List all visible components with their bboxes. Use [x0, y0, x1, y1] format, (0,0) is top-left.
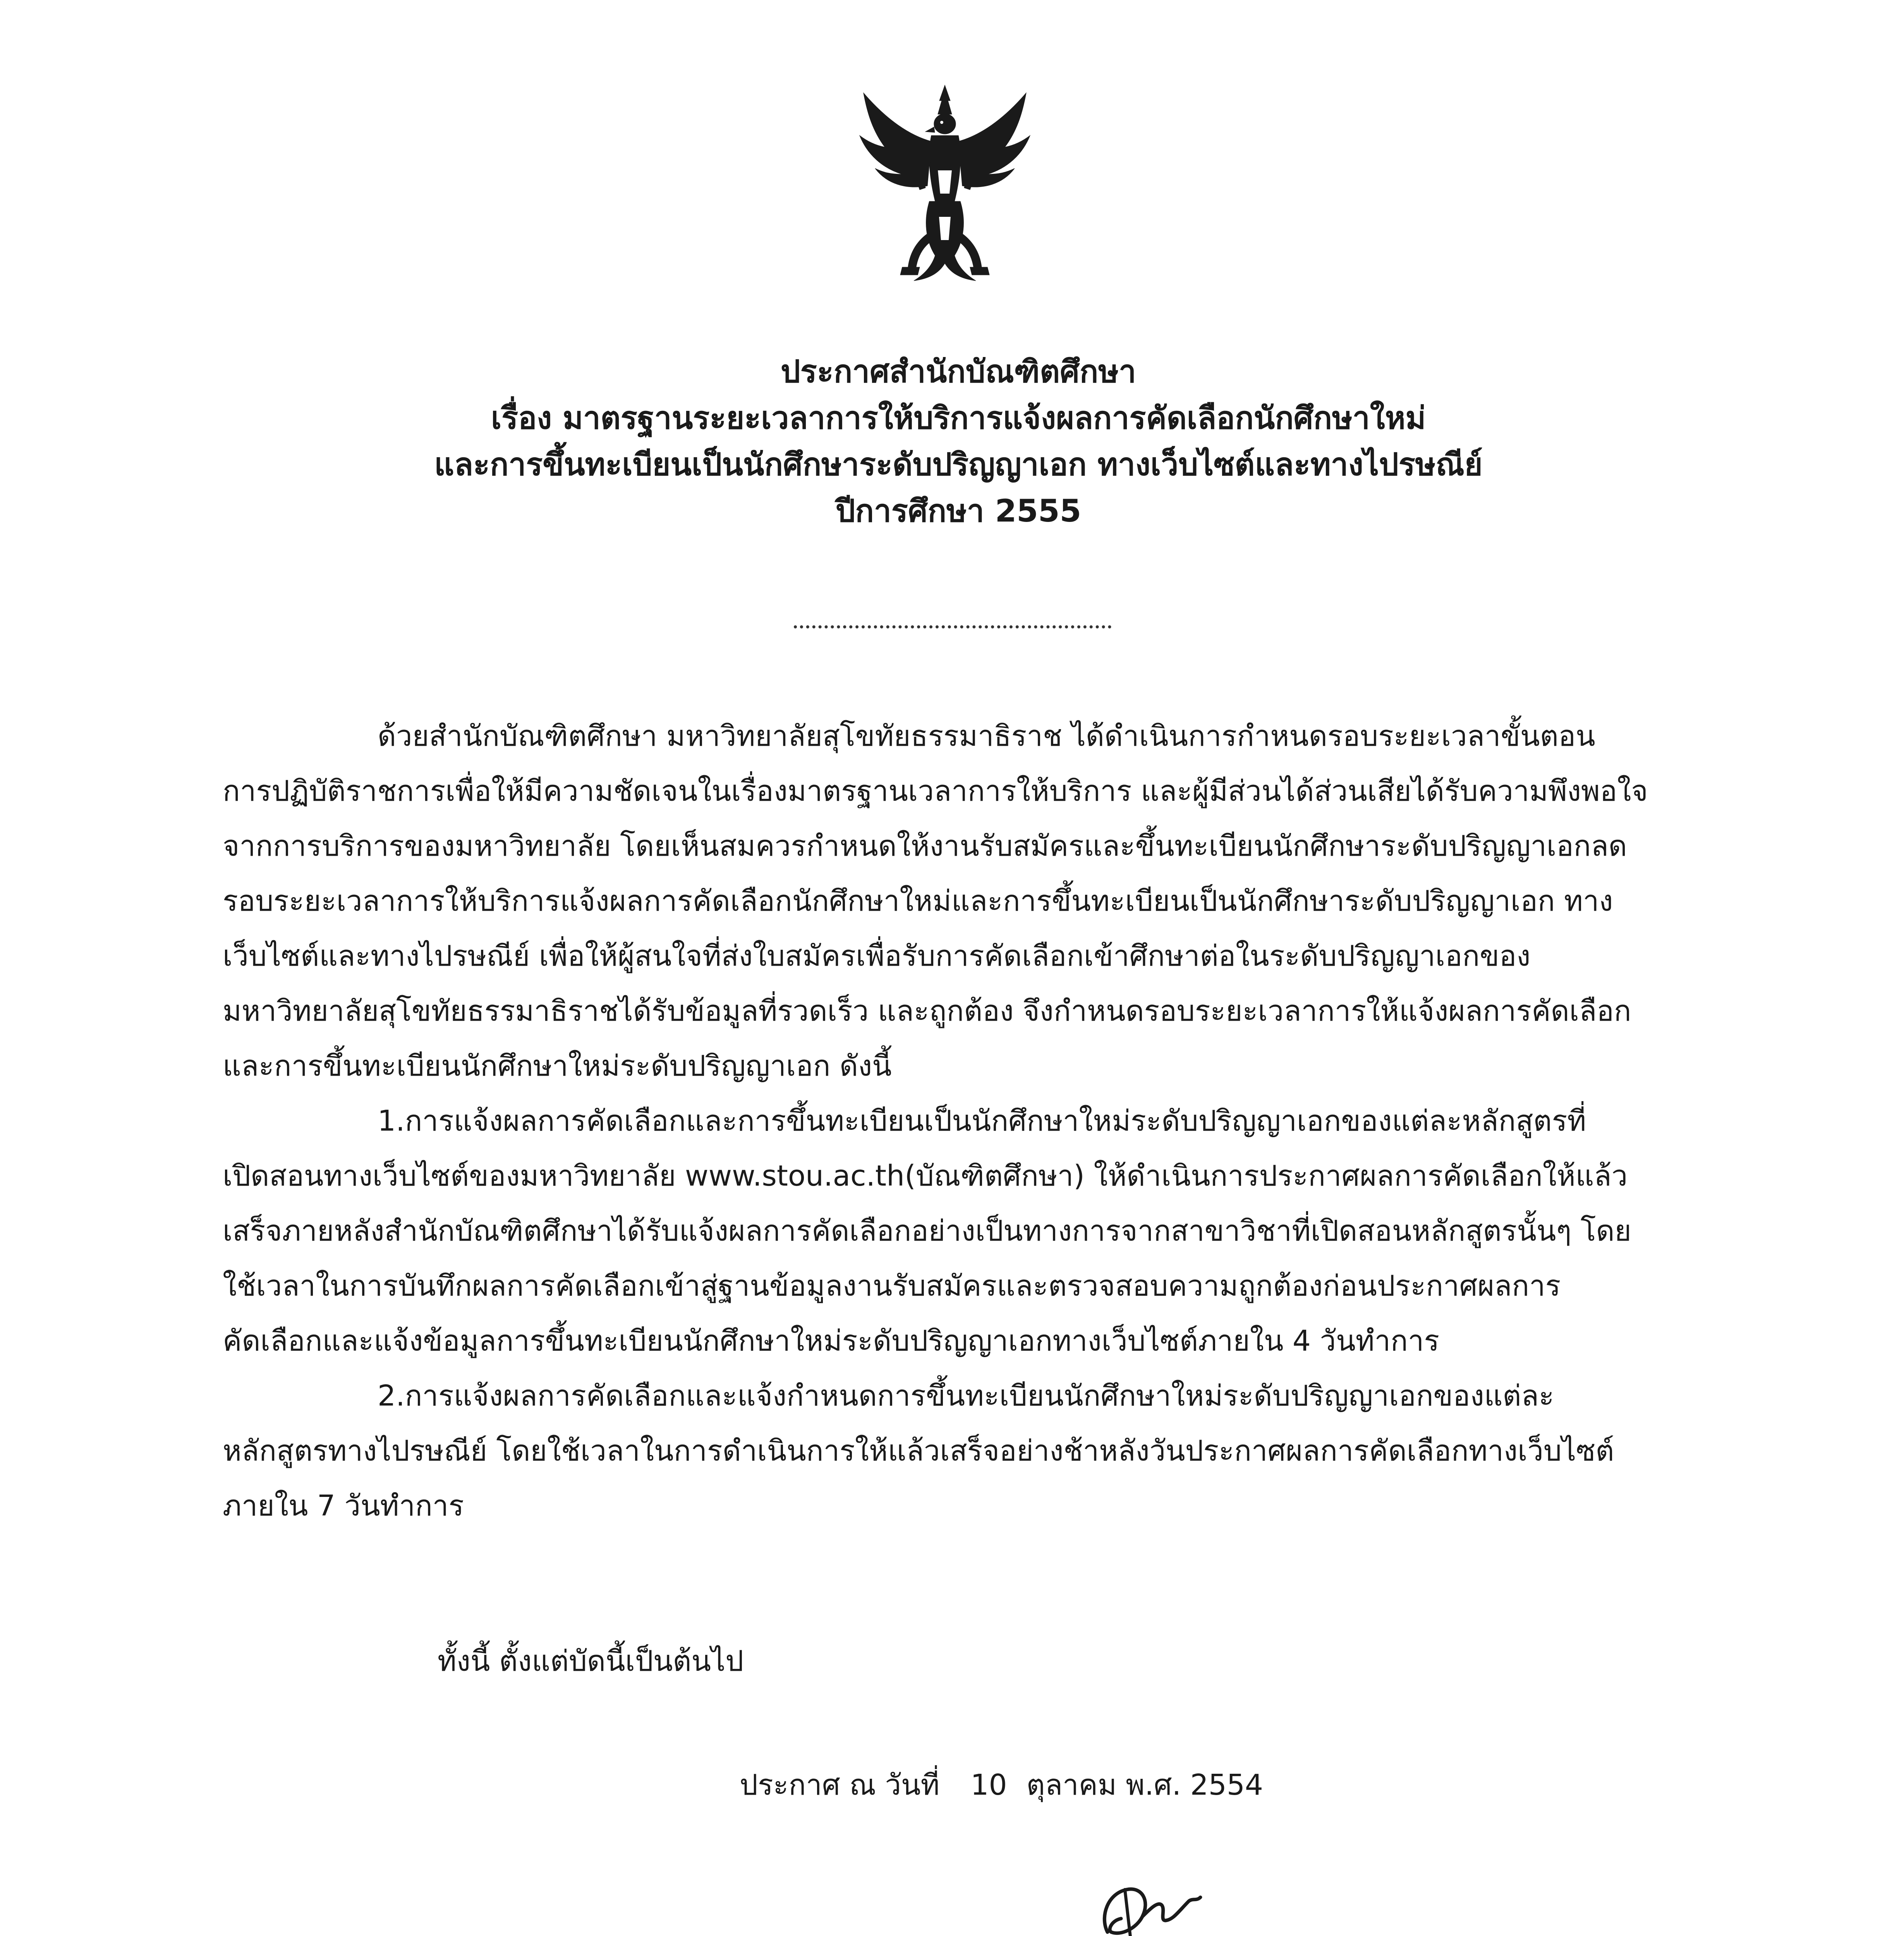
item-2-paragraph — [223, 1368, 1725, 1533]
title-line-subject-cont: และการขึ้นทะเบียนเป็นนักศึกษาระดับปริญญาเอก ทางเว็บไซต์และทางไปรษณีย์ — [434, 446, 1483, 482]
intro-line: การปฏิบัติราชการเพื่อให้มีความชัดเจนในเรื่องมาตรฐานเวลาการให้บริการ และผู้มีส่วนได้ส่วนเสียได้รับความพึงพอใจ — [223, 774, 1648, 808]
title-line-academic-year: ปีการศึกษา 2555 — [835, 493, 1082, 529]
title-line-issuer: ประกาศสำนักบัณฑิตศึกษา — [781, 354, 1136, 390]
item-1-paragraph — [223, 1093, 1725, 1368]
title-line-subject: เรื่อง มาตรฐานระยะเวลาการให้บริการแจ้งผลการคัดเลือกนักศึกษาใหม่ — [491, 400, 1426, 436]
announcement-body — [223, 709, 1725, 1533]
intro-paragraph — [223, 709, 1725, 1093]
item-1-line: ใช้เวลาในการบันทึกผลการคัดเลือกเข้าสู่ฐานข้อมูลงานรับสมัครและตรวจสอบความถูกต้องก่อนประกาศผลการ — [223, 1269, 1561, 1303]
item-1-line: เปิดสอนทางเว็บไซต์ของมหาวิทยาลัย www.stou.ac.th(บัณฑิตศึกษา) ให้ดำเนินการประกาศผลการคัดเลือกให้แล้ว — [223, 1159, 1628, 1193]
dotted-divider — [794, 625, 1111, 628]
announcement-title — [271, 348, 1646, 534]
date-day: 10 — [970, 1768, 1007, 1802]
intro-line: และการขึ้นทะเบียนนักศึกษาใหม่ระดับปริญญาเอก ดังนี้ — [223, 1049, 892, 1083]
intro-line: จากการบริการของมหาวิทยาลัย โดยเห็นสมควรกำหนดให้งานรับสมัครและขึ้นทะเบียนนักศึกษาระดับปริญญาเอกลด — [223, 829, 1627, 863]
item-1-line: คัดเลือกและแจ้งข้อมูลการขึ้นทะเบียนนักศึกษาใหม่ระดับปริญญาเอกทางเว็บไซต์ภายใน 4 วันทำการ — [223, 1324, 1440, 1358]
announcement-date — [740, 1762, 1263, 1808]
item-2-line: หลักสูตรทางไปรษณีย์ โดยใช้เวลาในการดำเนินการให้แล้วเสร็จอย่างช้าหลังวันประกาศผลการคัดเลือกทางเว็บไซต์ — [223, 1434, 1614, 1467]
closing-statement: ทั้งนี้ ตั้งแต่บัดนี้เป็นต้นไป — [438, 1644, 744, 1678]
signature-mark — [1084, 1874, 1208, 1936]
intro-line: มหาวิทยาลัยสุโขทัยธรรมาธิราชได้รับข้อมูลที่รวดเร็ว และถูกต้อง จึงกำหนดรอบระยะเวลาการให้แจ้งผลการคัดเลือก — [223, 994, 1631, 1028]
item-1-line: 1.การแจ้งผลการคัดเลือกและการขึ้นทะเบียนเป็นนักศึกษาใหม่ระดับปริญญาเอกของแต่ละหลักสูตรที่ — [378, 1104, 1586, 1138]
intro-line: เว็บไซต์และทางไปรษณีย์ เพื่อให้ผู้สนใจที่ส่งใบสมัครเพื่อรับการคัดเลือกเข้าศึกษาต่อในระดับปริญญาเอกของ — [223, 939, 1531, 973]
intro-line: ด้วยสำนักบัณฑิตศึกษา มหาวิทยาลัยสุโขทัยธรรมาธิราช ได้ดำเนินการกำหนดรอบระยะเวลาขั้นตอน — [378, 719, 1595, 753]
intro-line: รอบระยะเวลาการให้บริการแจ้งผลการคัดเลือกนักศึกษาใหม่และการขึ้นทะเบียนเป็นนักศึกษาระดับปริญญาเอก ทาง — [223, 884, 1613, 918]
item-2-line: 2.การแจ้งผลการคัดเลือกและแจ้งกำหนดการขึ้นทะเบียนนักศึกษาใหม่ระดับปริญญาเอกของแต่ละ — [378, 1379, 1554, 1413]
garuda-emblem-icon — [852, 77, 1038, 294]
item-1-line: เสร็จภายหลังสำนักบัณฑิตศึกษาได้รับแจ้งผลการคัดเลือกอย่างเป็นทางการจากสาขาวิชาที่เปิดสอนหลักสูตรนั้นๆ โดย — [223, 1214, 1631, 1248]
date-prefix: ประกาศ ณ วันที่ — [740, 1768, 940, 1802]
date-month-year: ตุลาคม พ.ศ. 2554 — [1026, 1768, 1263, 1802]
item-2-line: ภายใน 7 วันทำการ — [223, 1489, 464, 1522]
